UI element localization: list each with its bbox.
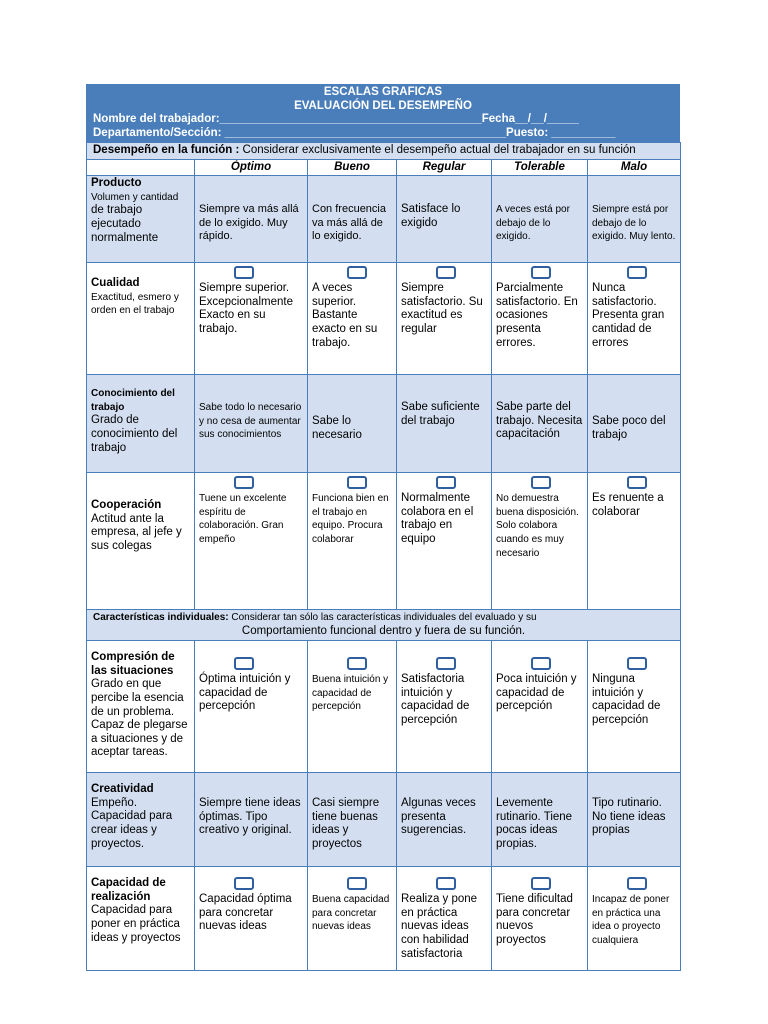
rating-cell-optimo[interactable]: Sabe todo lo necesario y no cesa de aumentar sus conocimientos	[199, 402, 302, 441]
checkbox-optimo[interactable]	[234, 877, 254, 890]
checkbox-optimo[interactable]	[234, 476, 254, 489]
checkbox-regular[interactable]	[436, 266, 456, 279]
checkbox-bueno[interactable]	[347, 266, 367, 279]
section-performance	[87, 143, 681, 160]
rating-cell-optimo: Capacidad óptima para concretar nuevas ideas	[199, 893, 292, 933]
rating-cell-bueno: Funciona bien en el trabajo en equipo. Procura colaborar	[312, 493, 389, 545]
column-header-malo: Malo	[588, 159, 681, 176]
criterion-desc-small: Exactitud, esmero y orden en el trabajo	[91, 291, 179, 317]
rating-cell-tolerable[interactable]: Sabe parte del trabajo. Necesita capacitación	[496, 401, 583, 441]
criterion-title: Producto	[91, 177, 142, 190]
rating-cell-bueno: Buena capacidad para concretar nuevas ideas	[312, 894, 390, 933]
rating-cell-malo: Incapaz de poner en práctica una idea o proyecto cualquiera	[592, 894, 670, 946]
section-individual-text2: Comportamiento funcional dentro y fuera de su función.	[241, 624, 526, 637]
criterion-row-realizacion	[87, 867, 681, 971]
criterion-title: Capacidad de realización	[91, 877, 166, 903]
column-header-blank	[87, 159, 195, 176]
criterion-row-cooperacion	[87, 473, 681, 610]
criterion-desc-small: Volumen y cantidad	[91, 191, 179, 203]
rating-cell-tolerable[interactable]: Levemente rutinario. Tiene pocas ideas propias.	[496, 797, 573, 850]
rating-cell-optimo: Tuene un excelente espíritu de colaboración. Gran empeño	[199, 493, 287, 545]
rating-cell-tolerable: Tiene dificultad para concretar nuevos proyectos	[496, 893, 573, 946]
rating-cell-bueno[interactable]: Casi siempre tiene buenas ideas y proyectos	[312, 797, 380, 850]
criterion-desc: de trabajo ejecutado normalmente	[91, 204, 159, 244]
criterion-desc: Actitud ante la empresa, al jefe y sus colegas	[91, 512, 182, 552]
checkbox-tolerable[interactable]	[531, 657, 551, 670]
rating-cell-regular[interactable]: Algunas veces presenta sugerencias.	[401, 797, 476, 837]
rating-cell-tolerable: No demuestra buena disposición. Solo colabora cuando es muy necesario	[496, 493, 579, 559]
rating-cell-bueno[interactable]: Con frecuencia va más allá de lo exigido.	[312, 203, 386, 243]
checkbox-malo[interactable]	[627, 657, 647, 670]
checkbox-regular[interactable]	[436, 877, 456, 890]
criterion-row-producto	[87, 176, 681, 263]
column-header-regular: Regular	[397, 159, 492, 176]
column-header-optimo: Óptimo	[195, 159, 308, 176]
checkbox-bueno[interactable]	[347, 476, 367, 489]
rating-cell-regular: Siempre satisfactorio. Su exactitud es regular	[401, 282, 483, 335]
criterion-desc: Grado de conocimiento del trabajo	[91, 414, 178, 454]
rating-cell-regular[interactable]: Sabe suficiente del trabajo	[401, 401, 480, 427]
rating-cell-regular: Satisfactoria intuición y capacidad de percepción	[401, 673, 470, 726]
checkbox-regular[interactable]	[436, 657, 456, 670]
section-performance-text: Considerar exclusivamente el desempeño actual del trabajador en su función	[239, 144, 636, 156]
rating-cell-malo[interactable]: Siempre está por debajo de lo exigido. Muy lento.	[592, 204, 676, 243]
checkbox-optimo[interactable]	[234, 266, 254, 279]
checkbox-malo[interactable]	[627, 877, 647, 890]
checkbox-bueno[interactable]	[347, 877, 367, 890]
criterion-row-cualidad	[87, 263, 681, 375]
rating-cell-tolerable[interactable]: A veces está por debajo de lo exigido.	[496, 204, 570, 243]
section-individual-text: Considerar tan sólo las características individuales del evaluado y su	[228, 612, 537, 624]
checkbox-bueno[interactable]	[347, 657, 367, 670]
checkbox-malo[interactable]	[627, 266, 647, 279]
checkbox-optimo[interactable]	[234, 657, 254, 670]
rating-cell-bueno: Buena intuición y capacidad de percepción	[312, 674, 389, 713]
criterion-title: Conocimiento del trabajo	[91, 388, 175, 413]
department-line: Departamento/Sección: ____________________________________________Puesto: __________	[93, 126, 616, 139]
rating-cell-malo: Es renuente a colaborar	[592, 492, 664, 518]
rating-table	[86, 142, 681, 971]
rating-cell-malo: Ninguna intuición y capacidad de percepción	[592, 673, 661, 726]
section-individual-label: Características individuales:	[93, 612, 229, 624]
evaluation-form	[86, 84, 680, 971]
section-individual	[87, 610, 681, 641]
criterion-title: Creatividad	[91, 783, 154, 796]
rating-cell-malo[interactable]: Sabe poco del trabajo	[592, 415, 666, 441]
rating-cell-optimo[interactable]: Siempre tiene ideas óptimas. Tipo creativo y original.	[199, 797, 301, 837]
criterion-title: Compresión de las situaciones	[91, 651, 175, 677]
rating-cell-regular: Normalmente colabora en el trabajo en equipo	[401, 492, 474, 545]
criterion-title: Cualidad	[91, 277, 140, 290]
rating-cell-bueno[interactable]: Sabe lo necesario	[312, 415, 362, 441]
form-subtitle: EVALUACIÓN DEL DESEMPEÑO	[294, 99, 472, 112]
criterion-row-conocimiento	[87, 375, 681, 473]
checkbox-tolerable[interactable]	[531, 877, 551, 890]
rating-cell-malo: Nunca satisfactorio. Presenta gran cantidad de errores	[592, 282, 665, 349]
checkbox-tolerable[interactable]	[531, 476, 551, 489]
rating-cell-regular: Realiza y pone en práctica nuevas ideas con habilidad satisfactoria	[401, 893, 478, 960]
checkbox-tolerable[interactable]	[531, 266, 551, 279]
checkbox-malo[interactable]	[627, 476, 647, 489]
worker-name-line: Nombre del trabajador:_________________________________________Fecha__/__/_____	[93, 113, 579, 125]
column-header-row	[87, 159, 681, 176]
rating-cell-malo[interactable]: Tipo rutinario. No tiene ideas propias	[592, 797, 666, 837]
column-header-tolerable: Tolerable	[492, 159, 588, 176]
rating-cell-optimo[interactable]: Siempre va más allá de lo exigido. Muy rápido.	[199, 203, 299, 243]
rating-cell-tolerable: Parcialmente satisfactorio. En ocasiones presenta errores.	[496, 282, 578, 349]
rating-cell-optimo: Siempre superior. Excepcionalmente Exacto en su trabajo.	[199, 282, 293, 335]
form-title: ESCALAS GRAFICAS	[323, 86, 443, 98]
criterion-row-creatividad	[87, 773, 681, 867]
section-performance-label: Desempeño en la función :	[93, 144, 240, 156]
rating-cell-bueno: A veces superior. Bastante exacto en su trabajo.	[312, 282, 378, 349]
checkbox-regular[interactable]	[436, 476, 456, 489]
criterion-row-compresion	[87, 641, 681, 773]
criterion-title: Cooperación	[91, 499, 162, 512]
rating-cell-tolerable: Poca intuición y capacidad de percepción	[496, 673, 577, 713]
criterion-desc: Grado en que percibe la esencia de un problema. Capaz de plegarse a situaciones y de aceptar tareas.	[91, 678, 188, 759]
rating-cell-regular[interactable]: Satisface lo exigido	[401, 203, 461, 229]
rating-cell-optimo: Óptima intuición y capacidad de percepción	[199, 673, 291, 713]
criterion-desc: Capacidad para poner en práctica ideas y proyectos	[91, 904, 181, 944]
form-header	[86, 84, 680, 142]
column-header-bueno: Bueno	[308, 159, 397, 176]
criterion-desc: Empeño. Capacidad para crear ideas y proyectos.	[91, 796, 173, 850]
